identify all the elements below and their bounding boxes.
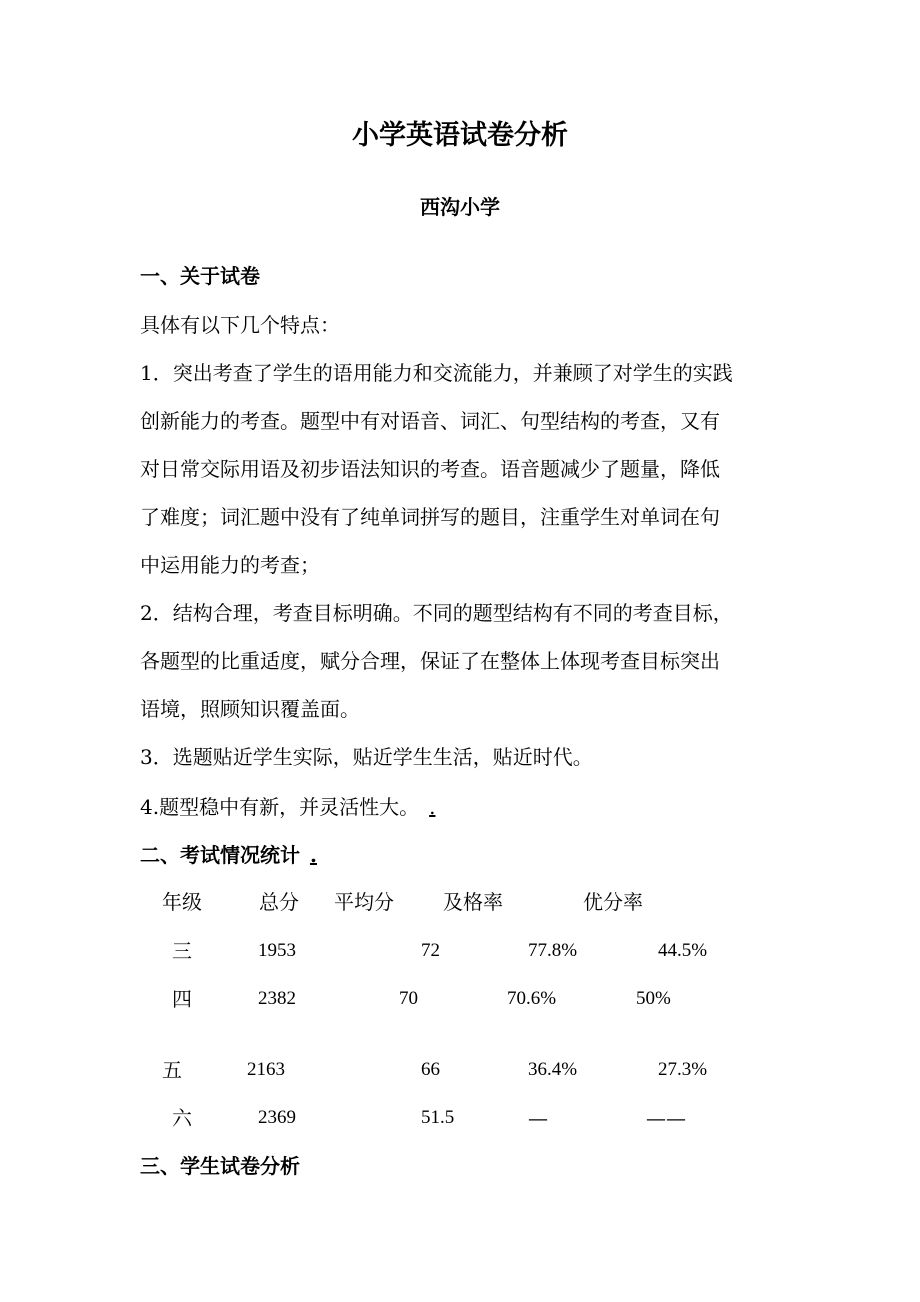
section-intro: 具体有以下几个特点： — [140, 313, 340, 337]
table-header-total: 总分 — [259, 890, 299, 914]
underline-mark: . — [429, 795, 436, 819]
section-heading-stats-text: 二、考试情况统计 — [140, 843, 300, 867]
table-cell-pass-rate: 36.4% — [528, 1059, 578, 1080]
table-cell-average: 51.5 — [421, 1107, 455, 1128]
school-name: 西沟小学 — [420, 195, 500, 219]
underline-mark: . — [310, 843, 317, 867]
table-cell-total: 1953 — [258, 940, 296, 961]
table-cell-excellent-rate: 50% — [636, 988, 671, 1009]
paragraph-line: 2．结构合理，考查目标明确。不同的题型结构有不同的考查目标， — [140, 601, 733, 625]
table-cell-average: 66 — [421, 1059, 440, 1080]
table-header-average: 平均分 — [334, 890, 394, 914]
table-cell-average: 70 — [399, 988, 418, 1009]
paragraph-line: 各题型的比重适度，赋分合理，保证了在整体上体现考查目标突出 — [140, 649, 720, 673]
paragraph-line: 3．选题贴近学生实际，贴近学生生活，贴近时代。 — [140, 745, 593, 769]
table-cell-excellent-rate: —— — [646, 1106, 686, 1130]
table-cell-total: 2369 — [258, 1107, 296, 1128]
table-cell-grade: 六 — [172, 1106, 192, 1130]
table-cell-grade: 五 — [162, 1058, 182, 1082]
section-heading-paper: 一、关于试卷 — [140, 264, 260, 288]
point-4-line — [140, 792, 435, 822]
paragraph-line: 中运用能力的考查； — [140, 553, 320, 577]
section-heading-stats — [140, 840, 317, 870]
table-cell-pass-rate: 70.6% — [507, 988, 557, 1009]
table-cell-excellent-rate: 44.5% — [658, 940, 708, 961]
point-4-text: 4.题型稳中有新，并灵活性大。 — [140, 795, 420, 819]
table-cell-pass-rate: — — [528, 1106, 548, 1130]
table-cell-pass-rate: 77.8% — [528, 940, 578, 961]
table-header-grade: 年级 — [162, 890, 202, 914]
paragraph-line: 了难度；词汇题中没有了纯单词拼写的题目，注重学生对单词在句 — [140, 505, 720, 529]
paragraph-line: 对日常交际用语及初步语法知识的考查。语音题减少了题量，降低 — [140, 457, 720, 481]
paragraph-line: 创新能力的考查。题型中有对语音、词汇、句型结构的考查，又有 — [140, 409, 720, 433]
section-heading-analysis: 三、学生试卷分析 — [140, 1154, 300, 1178]
table-header-pass-rate: 及格率 — [443, 890, 503, 914]
table-header-excellent-rate: 优分率 — [583, 890, 643, 914]
table-cell-total: 2163 — [247, 1059, 285, 1080]
table-cell-excellent-rate: 27.3% — [658, 1059, 708, 1080]
table-cell-average: 72 — [421, 940, 440, 961]
paragraph-line: 1．突出考查了学生的语用能力和交流能力，并兼顾了对学生的实践 — [140, 361, 733, 385]
table-cell-grade: 三 — [172, 939, 192, 963]
table-cell-grade: 四 — [172, 987, 192, 1011]
table-cell-total: 2382 — [258, 988, 296, 1009]
paragraph-line: 语境，照顾知识覆盖面。 — [140, 697, 360, 721]
document-title: 小学英语试卷分析 — [352, 120, 568, 151]
